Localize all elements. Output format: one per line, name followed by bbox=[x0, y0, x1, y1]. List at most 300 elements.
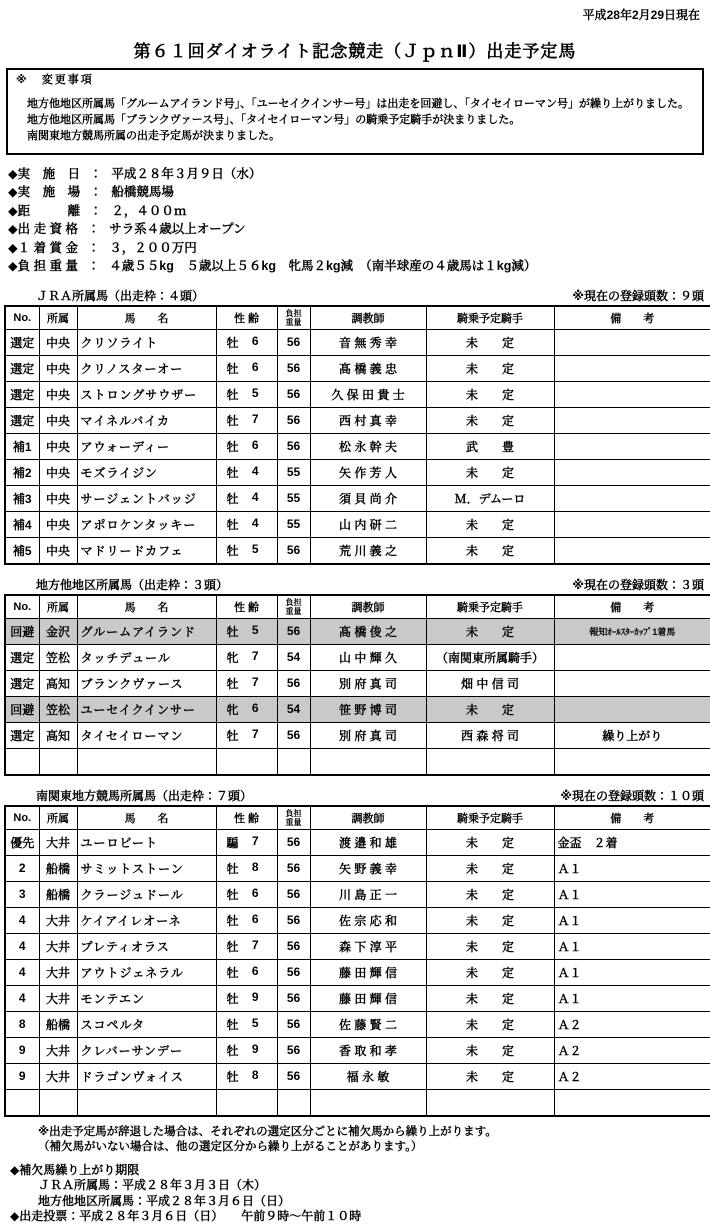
table-row bbox=[5, 959, 710, 985]
cell-sex-age bbox=[216, 748, 277, 775]
cell-no: 4 bbox=[5, 933, 39, 959]
cell-age: 6 bbox=[251, 911, 259, 926]
sex-age-wrap bbox=[217, 964, 277, 981]
header-no: No. bbox=[5, 595, 39, 619]
cell-note: 金盃 ２着 bbox=[554, 829, 710, 855]
cell-note bbox=[554, 329, 710, 355]
entry-tables bbox=[4, 287, 706, 1117]
cell-jockey: 未 定 bbox=[426, 829, 554, 855]
section-count: ※現在の登録頭数：９頭 bbox=[572, 288, 704, 303]
deadlines bbox=[10, 1163, 706, 1225]
table-row bbox=[5, 670, 710, 696]
cell-horse-name: アウトジェネラル bbox=[77, 959, 216, 985]
cell-note bbox=[554, 355, 710, 381]
cell-trainer: 矢 作 芳 人 bbox=[310, 459, 426, 485]
cell-jockey: 未 定 bbox=[426, 959, 554, 985]
cell-horse-name: ストロングサウザー bbox=[77, 381, 216, 407]
cell-weight: 54 bbox=[277, 696, 310, 722]
cell-age: 4 bbox=[251, 515, 259, 530]
cell-note bbox=[554, 407, 710, 433]
cell-weight bbox=[277, 1089, 310, 1116]
cell-age: 4 bbox=[251, 463, 259, 478]
header-jockey: 騎乗予定騎手 bbox=[426, 806, 554, 830]
cell-sex: 牡 bbox=[226, 991, 239, 1006]
table-row bbox=[5, 485, 710, 511]
section-label-row bbox=[4, 576, 706, 594]
sex-age-wrap bbox=[217, 1042, 277, 1059]
notice-line: 地方他地区所属馬「ブランクヴァース号」、「タイセイローマン号」の騎乗予定騎手が決まりました。 bbox=[27, 113, 521, 126]
cell-weight: 56 bbox=[277, 537, 310, 564]
cell-note: Ａ１ bbox=[554, 855, 710, 881]
cell-age: 6 bbox=[251, 885, 259, 900]
table-row bbox=[5, 933, 710, 959]
cell-no: 9 bbox=[5, 1037, 39, 1063]
cell-weight: 56 bbox=[277, 907, 310, 933]
header-jockey: 騎乗予定騎手 bbox=[426, 306, 554, 330]
sex-age-wrap bbox=[217, 675, 277, 692]
cell-jockey: 未 定 bbox=[426, 696, 554, 722]
entry-section bbox=[4, 787, 706, 1117]
notice-heading: ※ 変更事項 bbox=[16, 74, 94, 86]
header-sex-age: 性 齢 bbox=[216, 595, 277, 619]
cell-horse-name: クリノスターオー bbox=[77, 355, 216, 381]
cell-no: 2 bbox=[5, 855, 39, 881]
cell-note bbox=[554, 748, 710, 775]
header-sex-age: 性 齢 bbox=[216, 306, 277, 330]
page-title: 第６１回ダイオライト記念競走（ＪｐｎⅡ）出走予定馬 bbox=[133, 42, 577, 61]
header-weight-line1: 負担 bbox=[285, 597, 302, 607]
cell-affiliation: 高知 bbox=[39, 722, 77, 748]
cell-note bbox=[554, 459, 710, 485]
cell-affiliation: 大井 bbox=[39, 1063, 77, 1089]
cell-affiliation: 中央 bbox=[39, 485, 77, 511]
footnote-line: ※出走予定馬が辞退した場合は、それぞれの選定区分ごとに補欠馬から繰り上がります。 bbox=[38, 1125, 497, 1138]
cell-age: 5 bbox=[251, 385, 259, 400]
cell-horse-name: タイセイローマン bbox=[77, 722, 216, 748]
header-note: 備 考 bbox=[554, 306, 710, 330]
section-title: 地方他地区所属馬（出走枠：３頭） bbox=[36, 577, 229, 592]
sex-age-wrap bbox=[217, 412, 277, 429]
cell-sex: 牡 bbox=[226, 387, 239, 402]
sex-age-wrap bbox=[217, 438, 277, 455]
cell-no: 選定 bbox=[5, 355, 39, 381]
entry-table bbox=[4, 594, 710, 776]
sex-age-wrap bbox=[217, 990, 277, 1007]
cell-age: 7 bbox=[251, 674, 259, 689]
race-info-line: ◆距 離 ： ２，４００ｍ bbox=[8, 203, 187, 218]
cell-sex: 牡 bbox=[226, 676, 239, 691]
cell-sex-age bbox=[216, 696, 277, 722]
table-row bbox=[5, 355, 710, 381]
cell-trainer: 山 中 輝 久 bbox=[310, 644, 426, 670]
cell-sex: 牡 bbox=[226, 939, 239, 954]
table-row bbox=[5, 644, 710, 670]
cell-horse-name bbox=[77, 1089, 216, 1116]
cell-weight: 56 bbox=[277, 355, 310, 381]
document-date: 平成28年2月29日現在 bbox=[582, 8, 700, 22]
cell-age: 7 bbox=[251, 937, 259, 952]
sex-age-wrap bbox=[217, 490, 277, 507]
cell-weight: 55 bbox=[277, 459, 310, 485]
table-row bbox=[5, 1063, 710, 1089]
cell-horse-name: モズライジン bbox=[77, 459, 216, 485]
table-row bbox=[5, 381, 710, 407]
cell-trainer: 山 内 研 二 bbox=[310, 511, 426, 537]
cell-note: Ａ１ bbox=[554, 933, 710, 959]
cell-jockey: 未 定 bbox=[426, 355, 554, 381]
cell-sex: 牡 bbox=[226, 1069, 239, 1084]
cell-no bbox=[5, 748, 39, 775]
header-trainer: 調教師 bbox=[310, 595, 426, 619]
deadline-line: 地方他地区所属馬：平成２８年３月６日（日） bbox=[38, 1193, 291, 1208]
cell-trainer: 福 永 敏 bbox=[310, 1063, 426, 1089]
sex-age-wrap bbox=[217, 623, 277, 640]
cell-affiliation: 中央 bbox=[39, 459, 77, 485]
cell-affiliation: 大井 bbox=[39, 959, 77, 985]
cell-weight: 56 bbox=[277, 855, 310, 881]
cell-affiliation: 中央 bbox=[39, 355, 77, 381]
cell-jockey: 西 森 将 司 bbox=[426, 722, 554, 748]
cell-note bbox=[554, 670, 710, 696]
cell-sex-age bbox=[216, 907, 277, 933]
cell-note: Ａ１ bbox=[554, 959, 710, 985]
cell-horse-name: クレバーサンデー bbox=[77, 1037, 216, 1063]
cell-sex-age bbox=[216, 407, 277, 433]
cell-no: 回避 bbox=[5, 696, 39, 722]
cell-no: 選定 bbox=[5, 329, 39, 355]
cell-trainer: 香 取 和 孝 bbox=[310, 1037, 426, 1063]
header-trainer: 調教師 bbox=[310, 306, 426, 330]
race-info-line: ◆１ 着 賞 金 ： ３，２００万円 bbox=[8, 240, 197, 255]
cell-age: 7 bbox=[251, 411, 259, 426]
deadline-line: ＪＲＡ所属馬：平成２８年３月３日（木） bbox=[38, 1178, 267, 1193]
cell-jockey bbox=[426, 1089, 554, 1116]
cell-age: 6 bbox=[251, 963, 259, 978]
cell-no: 補1 bbox=[5, 433, 39, 459]
cell-trainer: 髙 橋 義 忠 bbox=[310, 355, 426, 381]
cell-sex: 牡 bbox=[226, 439, 239, 454]
cell-horse-name bbox=[77, 748, 216, 775]
cell-affiliation: 笠松 bbox=[39, 644, 77, 670]
cell-jockey bbox=[426, 748, 554, 775]
cell-weight: 56 bbox=[277, 985, 310, 1011]
header-horse-name: 馬 名 bbox=[77, 595, 216, 619]
cell-no: 選定 bbox=[5, 407, 39, 433]
cell-sex: 牡 bbox=[226, 517, 239, 532]
cell-sex: 騙 bbox=[226, 835, 239, 850]
cell-note bbox=[554, 537, 710, 564]
footnote-line: （補欠馬がいない場合は、他の選定区分から繰り上がることがあります。） bbox=[38, 1141, 423, 1154]
entry-section bbox=[4, 576, 706, 776]
cell-age: 4 bbox=[251, 489, 259, 504]
cell-affiliation: 金沢 bbox=[39, 618, 77, 644]
cell-sex: 牡 bbox=[226, 624, 239, 639]
sex-age-wrap bbox=[217, 834, 277, 851]
cell-sex-age bbox=[216, 1089, 277, 1116]
cell-note: Ａ１ bbox=[554, 881, 710, 907]
cell-weight: 56 bbox=[277, 881, 310, 907]
cell-weight: 56 bbox=[277, 433, 310, 459]
cell-no: 補2 bbox=[5, 459, 39, 485]
entry-table bbox=[4, 805, 710, 1117]
cell-sex: 牡 bbox=[226, 1017, 239, 1032]
cell-no: 補4 bbox=[5, 511, 39, 537]
cell-weight bbox=[277, 748, 310, 775]
cell-sex: 牡 bbox=[226, 965, 239, 980]
header-affiliation: 所属 bbox=[39, 595, 77, 619]
cell-no: 8 bbox=[5, 1011, 39, 1037]
cell-affiliation: 大井 bbox=[39, 933, 77, 959]
cell-note: 報知ｵｰﾙｽﾀｰｶｯﾌﾟ1着馬 bbox=[554, 618, 710, 644]
cell-horse-name: タッチデュール bbox=[77, 644, 216, 670]
cell-age: 6 bbox=[251, 333, 259, 348]
cell-jockey: Ｍ．デムーロ bbox=[426, 485, 554, 511]
cell-note bbox=[554, 511, 710, 537]
table-row bbox=[5, 459, 710, 485]
cell-sex-age bbox=[216, 1037, 277, 1063]
cell-weight: 56 bbox=[277, 722, 310, 748]
cell-affiliation bbox=[39, 748, 77, 775]
cell-jockey: 武 豊 bbox=[426, 433, 554, 459]
cell-age: 7 bbox=[251, 648, 259, 663]
cell-trainer: 髙 橋 俊 之 bbox=[310, 618, 426, 644]
cell-affiliation: 大井 bbox=[39, 1037, 77, 1063]
cell-age: 5 bbox=[251, 622, 259, 637]
sex-age-wrap bbox=[217, 360, 277, 377]
header-jockey: 騎乗予定騎手 bbox=[426, 595, 554, 619]
cell-age: 8 bbox=[251, 1067, 259, 1082]
cell-trainer bbox=[310, 1089, 426, 1116]
cell-sex-age bbox=[216, 485, 277, 511]
cell-sex: 牡 bbox=[226, 887, 239, 902]
sex-age-wrap bbox=[217, 886, 277, 903]
cell-sex: 牝 bbox=[226, 702, 239, 717]
section-count: ※現在の登録頭数：１０頭 bbox=[560, 788, 704, 803]
cell-jockey: 未 定 bbox=[426, 381, 554, 407]
cell-note bbox=[554, 485, 710, 511]
sex-age-wrap bbox=[217, 542, 277, 559]
sex-age-wrap bbox=[217, 464, 277, 481]
entry-table bbox=[4, 305, 710, 565]
cell-note bbox=[554, 696, 710, 722]
table-row bbox=[5, 433, 710, 459]
table-row bbox=[5, 907, 710, 933]
sex-age-wrap bbox=[217, 860, 277, 877]
header-no: No. bbox=[5, 306, 39, 330]
cell-affiliation: 船橋 bbox=[39, 881, 77, 907]
table-row bbox=[5, 985, 710, 1011]
section-label-row bbox=[4, 287, 706, 305]
cell-no: 選定 bbox=[5, 381, 39, 407]
cell-jockey: 未 定 bbox=[426, 459, 554, 485]
header-weight bbox=[277, 306, 310, 330]
cell-jockey: 未 定 bbox=[426, 537, 554, 564]
cell-no: 選定 bbox=[5, 644, 39, 670]
cell-no bbox=[5, 1089, 39, 1116]
cell-sex-age bbox=[216, 1011, 277, 1037]
cell-sex-age bbox=[216, 722, 277, 748]
table-row bbox=[5, 829, 710, 855]
cell-trainer: 佐 藤 賢 二 bbox=[310, 1011, 426, 1037]
deadline-line: ◆出走投票：平成２８年３月６日（日） 午前９時～午前１０時 bbox=[10, 1209, 362, 1224]
cell-note: Ａ２ bbox=[554, 1037, 710, 1063]
cell-sex-age bbox=[216, 985, 277, 1011]
footnote bbox=[38, 1125, 706, 1156]
cell-jockey: （南関東所属騎手） bbox=[426, 644, 554, 670]
cell-weight: 54 bbox=[277, 644, 310, 670]
cell-jockey: 未 定 bbox=[426, 511, 554, 537]
cell-no: 選定 bbox=[5, 722, 39, 748]
cell-jockey: 未 定 bbox=[426, 907, 554, 933]
cell-horse-name: ユーセイクインサー bbox=[77, 696, 216, 722]
cell-trainer: 渡 邉 和 雄 bbox=[310, 829, 426, 855]
cell-age: 6 bbox=[251, 359, 259, 374]
cell-affiliation: 船橋 bbox=[39, 1011, 77, 1037]
cell-sex-age bbox=[216, 959, 277, 985]
cell-sex-age bbox=[216, 355, 277, 381]
cell-weight: 55 bbox=[277, 485, 310, 511]
cell-note: Ａ１ bbox=[554, 985, 710, 1011]
cell-jockey: 未 定 bbox=[426, 985, 554, 1011]
header-horse-name: 馬 名 bbox=[77, 306, 216, 330]
cell-jockey: 未 定 bbox=[426, 1063, 554, 1089]
section-label-row bbox=[4, 787, 706, 805]
cell-jockey: 未 定 bbox=[426, 855, 554, 881]
cell-age: 6 bbox=[251, 700, 259, 715]
cell-jockey: 未 定 bbox=[426, 933, 554, 959]
race-info-line: ◆出 走 資 格 ： サラ系４歳以上オープン bbox=[8, 222, 246, 237]
cell-affiliation: 中央 bbox=[39, 381, 77, 407]
cell-weight: 56 bbox=[277, 1037, 310, 1063]
table-row bbox=[5, 618, 710, 644]
table-row bbox=[5, 1011, 710, 1037]
cell-note bbox=[554, 433, 710, 459]
cell-horse-name: クリソライト bbox=[77, 329, 216, 355]
cell-no: 補3 bbox=[5, 485, 39, 511]
notice-box bbox=[6, 68, 704, 155]
cell-age: 8 bbox=[251, 859, 259, 874]
cell-sex-age bbox=[216, 511, 277, 537]
cell-affiliation: 中央 bbox=[39, 407, 77, 433]
cell-horse-name: マドリードカフェ bbox=[77, 537, 216, 564]
cell-no: 優先 bbox=[5, 829, 39, 855]
cell-trainer: 森 下 淳 平 bbox=[310, 933, 426, 959]
cell-affiliation: 高知 bbox=[39, 670, 77, 696]
cell-affiliation: 船橋 bbox=[39, 855, 77, 881]
table-row bbox=[5, 329, 710, 355]
sex-age-wrap bbox=[217, 1068, 277, 1085]
cell-trainer: 藤 田 輝 信 bbox=[310, 959, 426, 985]
cell-trainer: 松 永 幹 夫 bbox=[310, 433, 426, 459]
cell-weight: 56 bbox=[277, 407, 310, 433]
cell-no: 4 bbox=[5, 959, 39, 985]
cell-sex: 牡 bbox=[226, 913, 239, 928]
cell-horse-name: サミットストーン bbox=[77, 855, 216, 881]
cell-sex: 牡 bbox=[226, 361, 239, 376]
table-header-row bbox=[5, 595, 710, 619]
cell-sex-age bbox=[216, 644, 277, 670]
cell-note bbox=[554, 381, 710, 407]
entry-section bbox=[4, 287, 706, 565]
sex-age-wrap bbox=[217, 1016, 277, 1033]
cell-horse-name: サージェントバッジ bbox=[77, 485, 216, 511]
cell-horse-name: プレティオラス bbox=[77, 933, 216, 959]
cell-sex: 牡 bbox=[226, 1043, 239, 1058]
cell-jockey: 未 定 bbox=[426, 881, 554, 907]
section-title: 南関東地方競馬所属馬（出走枠：７頭） bbox=[36, 788, 253, 803]
table-row bbox=[5, 1037, 710, 1063]
cell-trainer bbox=[310, 748, 426, 775]
cell-horse-name: グルームアイランド bbox=[77, 618, 216, 644]
cell-no: 補5 bbox=[5, 537, 39, 564]
cell-sex-age bbox=[216, 618, 277, 644]
cell-trainer: 藤 田 輝 信 bbox=[310, 985, 426, 1011]
header-weight bbox=[277, 806, 310, 830]
cell-trainer: 川 島 正 一 bbox=[310, 881, 426, 907]
cell-horse-name: アウォーディー bbox=[77, 433, 216, 459]
cell-sex: 牡 bbox=[226, 728, 239, 743]
cell-no: 9 bbox=[5, 1063, 39, 1089]
race-info-line: ◆実 施 日 ： 平成２８年３月９日（水） bbox=[8, 166, 262, 181]
section-count: ※現在の登録頭数：３頭 bbox=[572, 577, 704, 592]
cell-sex-age bbox=[216, 329, 277, 355]
cell-sex: 牡 bbox=[226, 465, 239, 480]
cell-sex: 牡 bbox=[226, 335, 239, 350]
cell-jockey: 未 定 bbox=[426, 407, 554, 433]
deadline-line: ◆補欠馬繰り上がり期限 bbox=[10, 1162, 140, 1177]
table-row bbox=[5, 696, 710, 722]
cell-sex: 牝 bbox=[226, 650, 239, 665]
cell-weight: 55 bbox=[277, 511, 310, 537]
cell-sex-age bbox=[216, 1063, 277, 1089]
cell-affiliation: 中央 bbox=[39, 329, 77, 355]
cell-horse-name: ドラゴンヴォイス bbox=[77, 1063, 216, 1089]
header-weight bbox=[277, 595, 310, 619]
cell-note bbox=[554, 644, 710, 670]
table-row bbox=[5, 1089, 710, 1116]
sex-age-wrap bbox=[217, 334, 277, 351]
cell-trainer: 矢 野 義 幸 bbox=[310, 855, 426, 881]
cell-horse-name: ユーロビート bbox=[77, 829, 216, 855]
cell-sex: 牡 bbox=[226, 413, 239, 428]
table-row bbox=[5, 407, 710, 433]
cell-weight: 56 bbox=[277, 670, 310, 696]
header-weight-line2: 重量 bbox=[285, 606, 302, 616]
cell-sex-age bbox=[216, 537, 277, 564]
header-note: 備 考 bbox=[554, 595, 710, 619]
sex-age-wrap bbox=[217, 701, 277, 718]
cell-trainer: 西 村 真 幸 bbox=[310, 407, 426, 433]
cell-horse-name: アポロケンタッキー bbox=[77, 511, 216, 537]
header-weight-line2: 重量 bbox=[285, 317, 302, 327]
table-row bbox=[5, 881, 710, 907]
cell-weight: 56 bbox=[277, 933, 310, 959]
cell-note: Ａ１ bbox=[554, 907, 710, 933]
cell-jockey: 未 定 bbox=[426, 618, 554, 644]
cell-horse-name: スコペルタ bbox=[77, 1011, 216, 1037]
cell-horse-name: マイネルバイカ bbox=[77, 407, 216, 433]
header-trainer: 調教師 bbox=[310, 806, 426, 830]
table-row bbox=[5, 855, 710, 881]
cell-horse-name: ケイアイレオーネ bbox=[77, 907, 216, 933]
table-row bbox=[5, 537, 710, 564]
cell-affiliation: 中央 bbox=[39, 537, 77, 564]
cell-affiliation: 大井 bbox=[39, 985, 77, 1011]
cell-weight: 56 bbox=[277, 618, 310, 644]
cell-age: 9 bbox=[251, 1041, 259, 1056]
cell-affiliation: 大井 bbox=[39, 907, 77, 933]
race-info bbox=[8, 165, 706, 276]
